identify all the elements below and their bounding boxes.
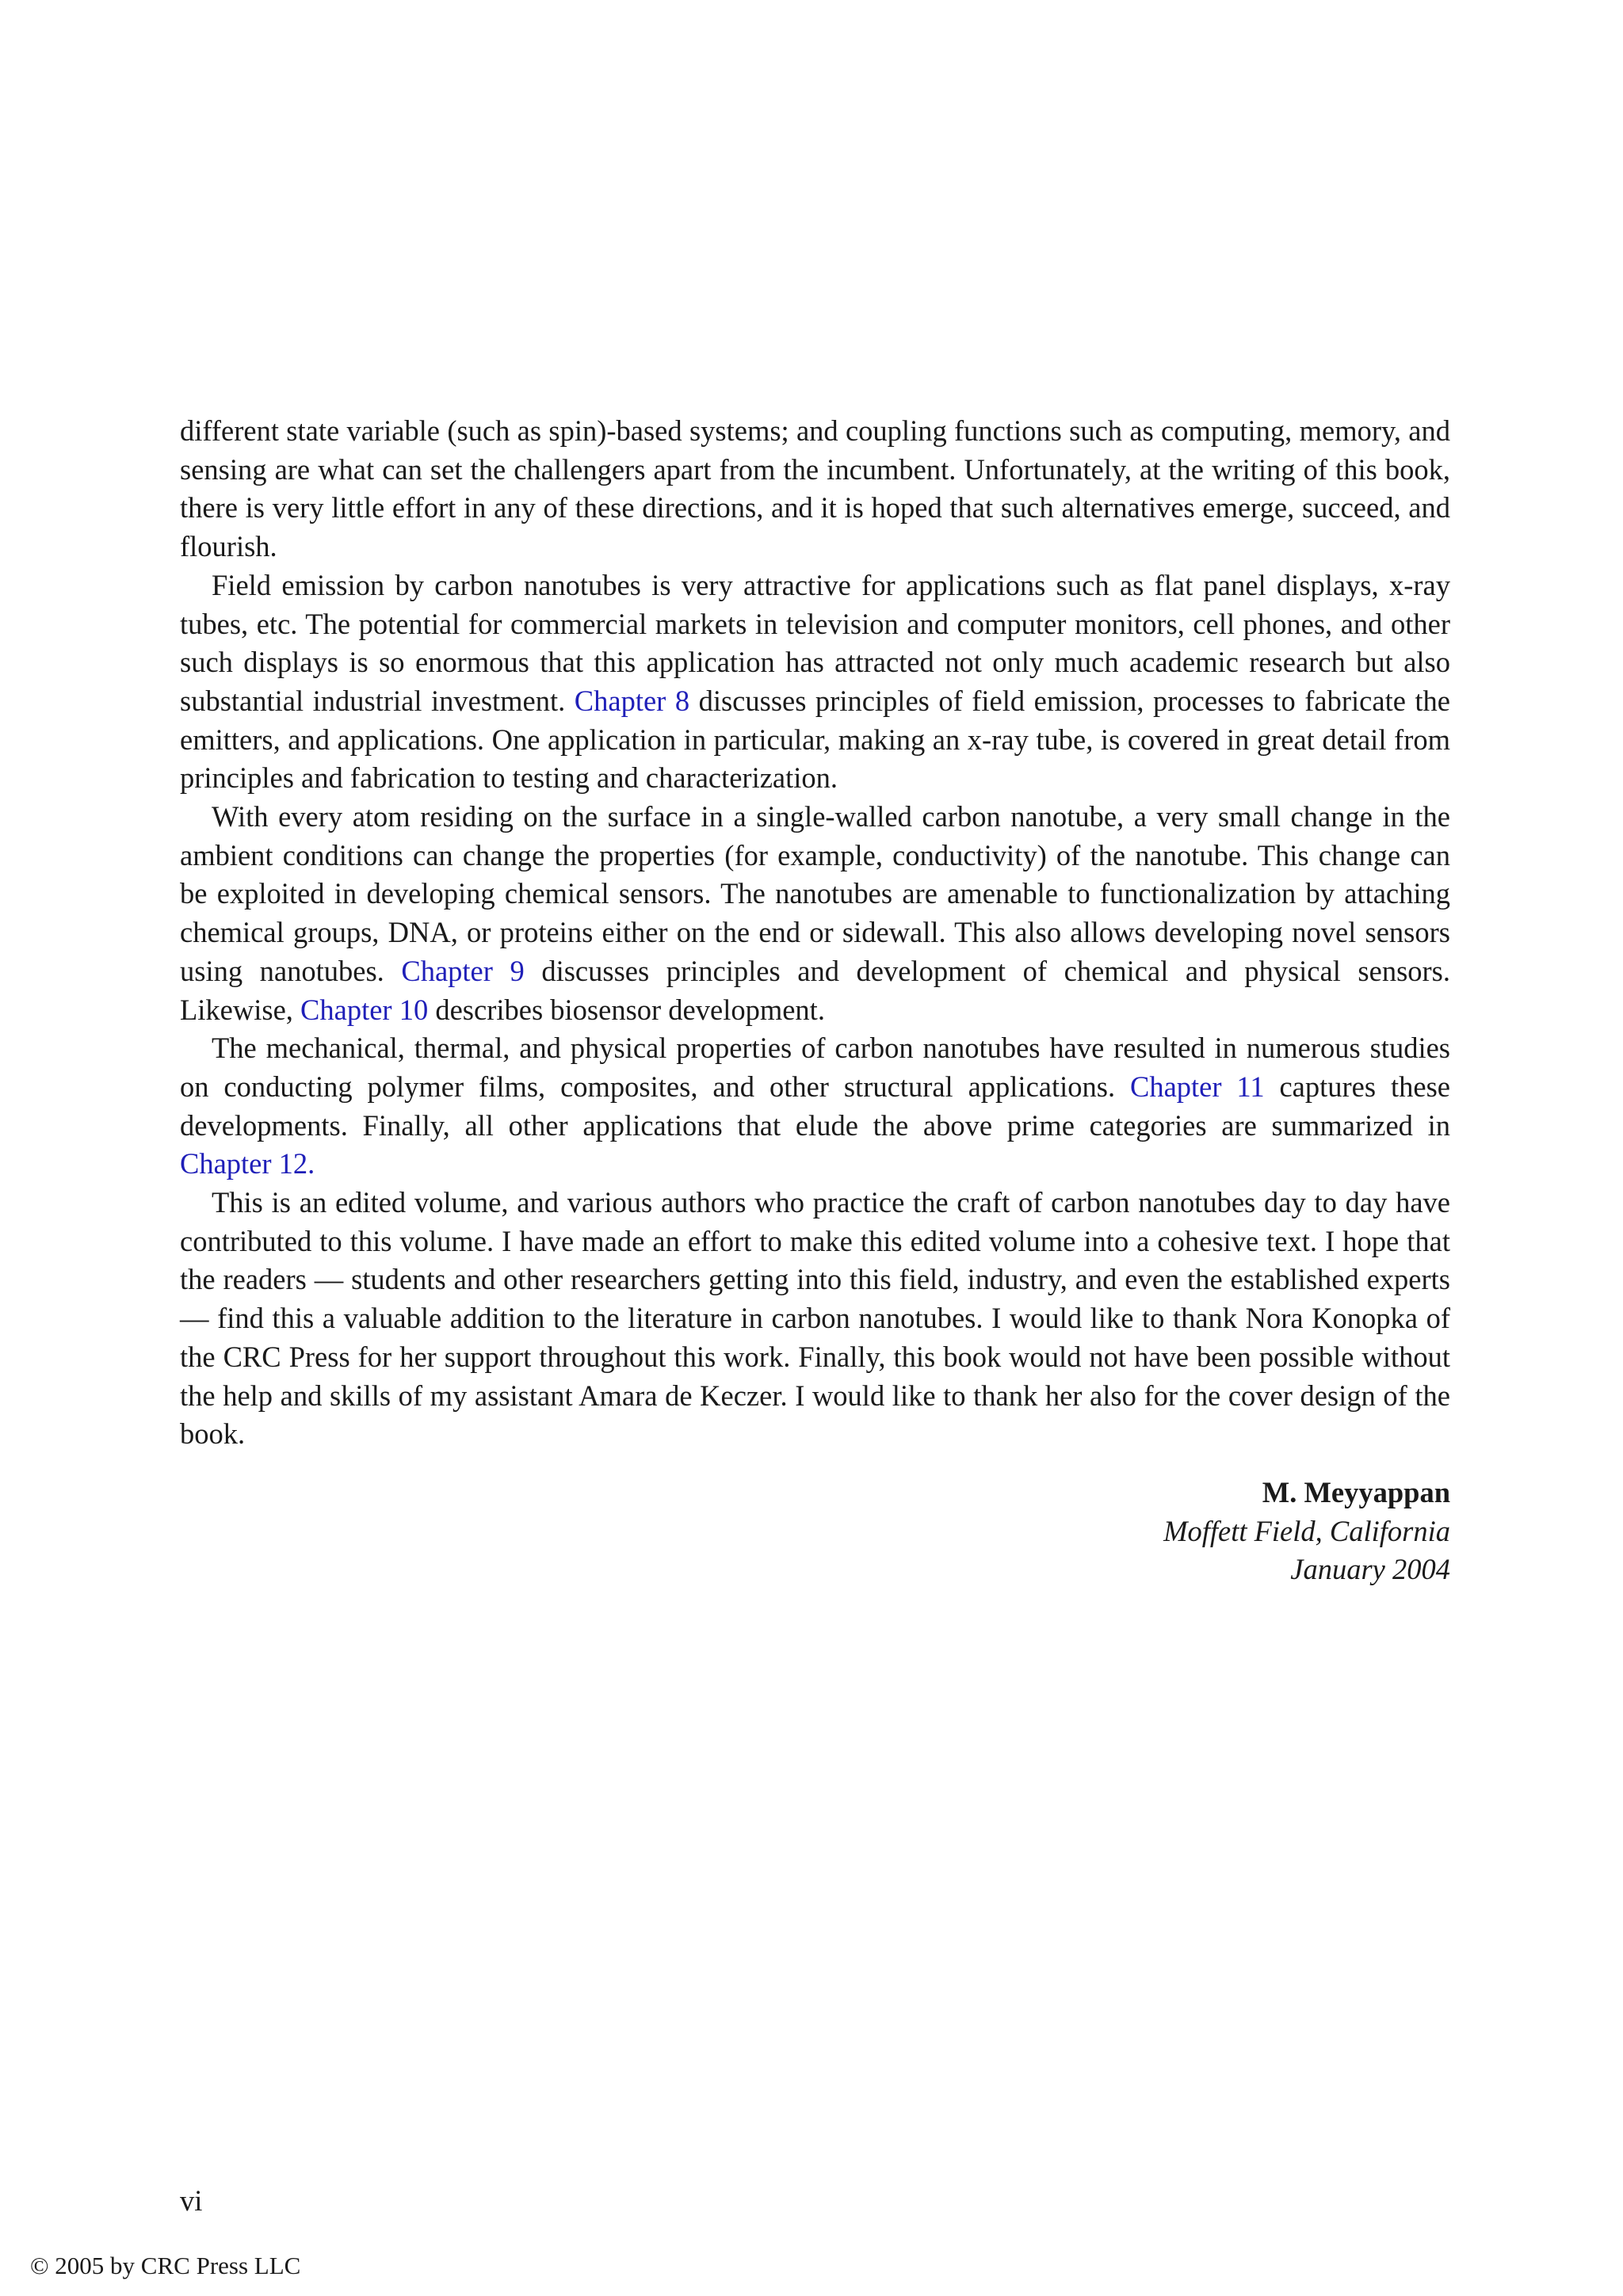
paragraph-2-text-a: Field emission by carbon nanotubes is very attractive for applications such as flat panel displays, x-ray tubes, etc. The potential for commercial markets in television and computer monitors, cell phones, and other such displays is so enormous that this application has attracted not only much academic research but also substantial industrial investment. bbox=[180, 568, 1450, 717]
paragraph-2-text-b: discusses principles of field emission, processes to fabricate the emitters, and applications. One application in particular, making an x-ray tube, is covered in great detail from principles and fabrication to testing and characterization. bbox=[180, 684, 1450, 795]
copyright-notice: © 2005 by CRC Press LLC bbox=[30, 2252, 301, 2279]
paragraph-3-text-c: describes biosensor development. bbox=[428, 993, 825, 1026]
paragraph-3-text-a: With every atom residing on the surface in a single-walled carbon nanotube, a very small change in the ambient conditions can change the properties (for example, conductivity) of the nanotube. This change can be exploited in developing chemical sensors. The nanotubes are amenable to functionalization by attaching chemical groups, DNA, or proteins either on the end or sidewall. This also allows developing novel sensors using nanotubes. bbox=[180, 800, 1450, 987]
chapter-11-link[interactable]: Chapter 11 bbox=[1129, 1070, 1265, 1103]
chapter-12-link[interactable]: Chapter 12. bbox=[180, 1147, 315, 1180]
preface-text bbox=[180, 412, 1450, 1589]
paragraph-1-text: different state variable (such as spin)-based systems; and coupling functions such as computing, memory, and sensing are what can set the challengers apart from the incumbent. Unfortunately, at the writing of this book, there is very little effort in any of these directions, and it is hoped that such alternatives emerge, succeed, and flourish. bbox=[180, 414, 1450, 563]
signature-date: January 2004 bbox=[1290, 1553, 1450, 1586]
paragraph-4-text-a: The mechanical, thermal, and physical properties of carbon nanotubes have resulted in numerous studies on conducting polymer films, composites, and other structural applications. bbox=[180, 1032, 1450, 1103]
signature-block bbox=[180, 1474, 1450, 1589]
page-number: vi bbox=[180, 2184, 203, 2217]
chapter-9-link[interactable]: Chapter 9 bbox=[401, 954, 525, 987]
author-name: M. Meyyappan bbox=[1262, 1475, 1450, 1508]
paragraph-2 bbox=[180, 566, 1450, 798]
chapter-8-link[interactable]: Chapter 8 bbox=[574, 684, 690, 717]
paragraph-3 bbox=[180, 798, 1450, 1029]
paragraph-1 bbox=[180, 412, 1450, 566]
paragraph-4 bbox=[180, 1029, 1450, 1184]
paragraph-5-text: This is an edited volume, and various authors who practice the craft of carbon nanotubes day to day have contributed to this volume. I have made an effort to make this edited volume into a cohesive text. I hope that the readers — students and other researchers getting into this field, industry, and even the established experts — find this a valuable addition to the literature in carbon nanotubes. I would like to thank Nora Konopka of the CRC Press for her support throughout this work. Finally, this book would not have been possible without the help and skills of my assistant Amara de Keczer. I would like to thank her also for the cover design of the book. bbox=[180, 1186, 1450, 1451]
paragraph-4-text-b: captures these developments. Finally, all other applications that elude the above prime categories are summarized in bbox=[180, 1070, 1450, 1142]
paragraph-3-text-b: discusses principles and development of chemical and physical sensors. Likewise, bbox=[180, 954, 1451, 1026]
author-location: Moffett Field, California bbox=[1163, 1514, 1450, 1547]
chapter-10-link[interactable]: Chapter 10 bbox=[300, 993, 429, 1026]
paragraph-5 bbox=[180, 1184, 1450, 1454]
